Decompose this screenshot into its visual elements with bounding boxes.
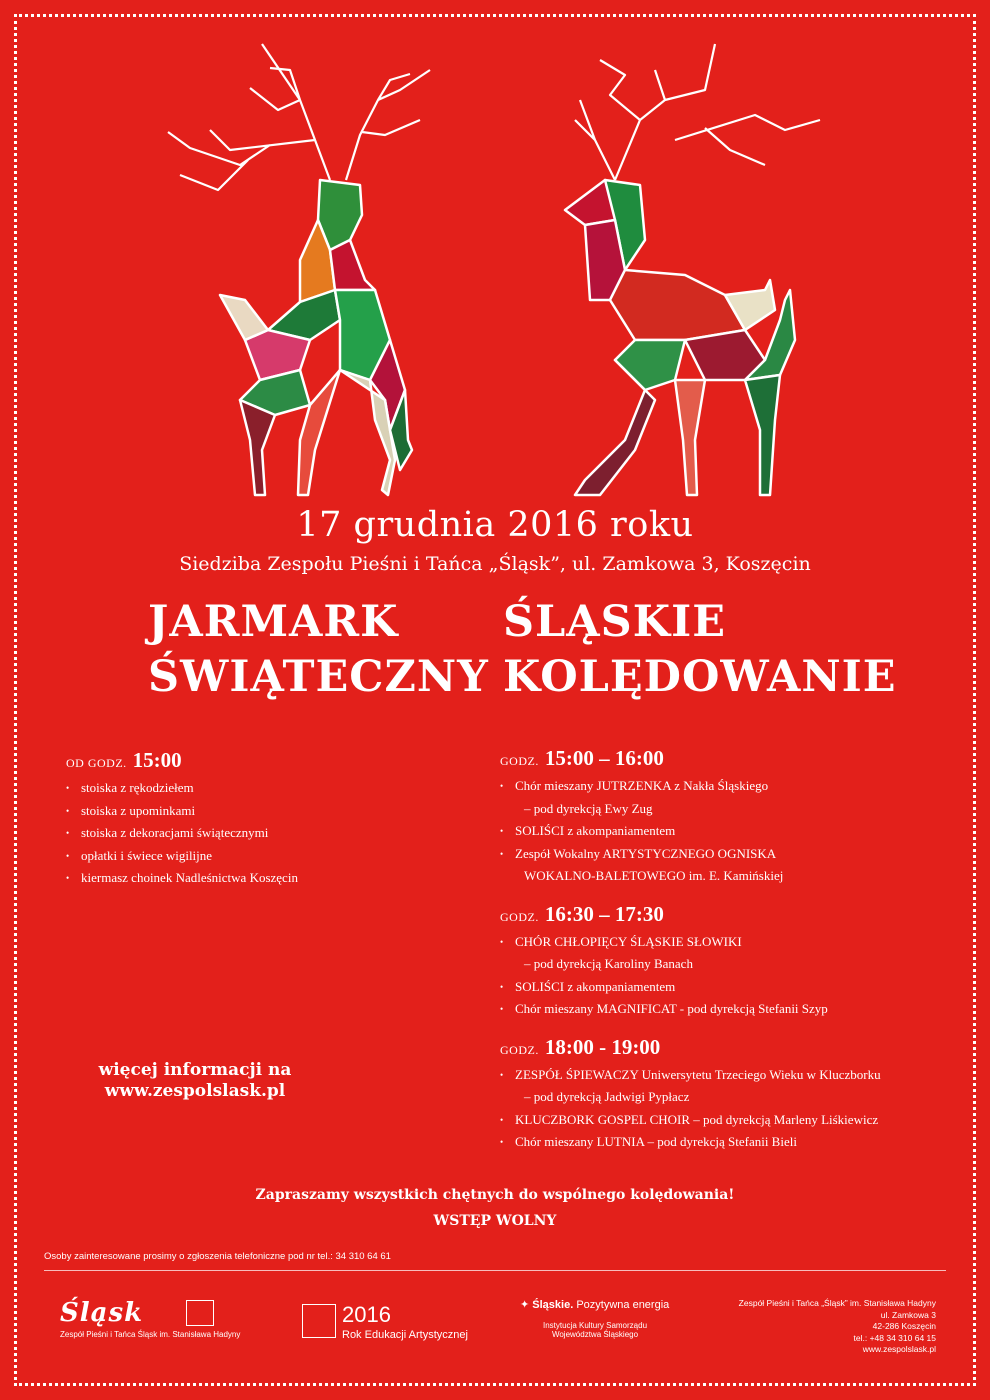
list-item: • Zespół Wokalny ARTYSTYCZNEGO OGNISKA	[500, 843, 970, 866]
jarmark-section	[66, 748, 466, 890]
slask-caption: Zespół Pieśni i Tańca Śląsk im. Stanisława Hadyny	[60, 1330, 241, 1339]
list-item: • stoiska z upominkami	[66, 800, 466, 823]
institution-line1: Instytucja Kultury Samorządu	[542, 1321, 648, 1330]
jarmark-list	[66, 777, 466, 890]
schedule-time	[500, 746, 970, 771]
schedule-block-1	[500, 746, 970, 888]
list-item: • Chór mieszany LUTNIA – pod dyrekcją Stefanii Bieli	[500, 1131, 970, 1154]
hour-prefix: GODZ.	[500, 754, 539, 768]
dancer-icon	[302, 1304, 336, 1338]
contact-street: ul. Zamkowa 3	[880, 1309, 936, 1320]
performer-list	[500, 775, 970, 888]
hour-prefix: OD GODZ.	[66, 756, 127, 770]
list-item: • KLUCZBORK GOSPEL CHOIR – pod dyrekcją Marleny Liśkiewicz	[500, 1109, 970, 1132]
list-item: • CHÓR CHŁOPIĘCY ŚLĄSKIE SŁOWIKI	[500, 931, 970, 954]
performer-list	[500, 1064, 970, 1154]
website-link[interactable]: www.zespolslask.pl	[104, 1081, 286, 1101]
contact-website[interactable]: www.zespolslask.pl	[862, 1344, 936, 1354]
left-deer-illustration	[150, 40, 440, 500]
performer-list	[500, 931, 970, 1021]
free-entry: WSTĘP WOLNY	[433, 1213, 557, 1229]
list-item: • stoiska z rękodziełem	[66, 777, 466, 800]
year: 2016	[342, 1302, 391, 1327]
schedule-time	[500, 902, 970, 927]
list-item-continuation: WOKALNO-BALETOWEGO im. E. Kamińskiej	[524, 868, 784, 883]
koledowanie-title	[503, 595, 897, 705]
event-venue: Siedziba Zespołu Pieśni i Tańca „Śląsk”, ul. Zamkowa 3, Koszęcin	[179, 553, 811, 575]
jarmark-title-line1: JARMARK	[148, 597, 399, 647]
invitation-text: Zapraszamy wszystkich chętnych do wspólnego kolędowania!	[255, 1187, 735, 1203]
list-item: • Chór mieszany MAGNIFICAT - pod dyrekcją Stefanii Szyp	[500, 998, 970, 1021]
list-item: • SOLIŚCI z akompaniamentem	[500, 976, 970, 999]
list-item-continuation: – pod dyrekcją Ewy Zug	[524, 800, 653, 816]
schedule-block-3	[500, 1035, 970, 1154]
time-range: 18:00 - 19:00	[544, 1034, 661, 1059]
koledowanie-title-line2: KOLĘDOWANIE	[503, 652, 897, 702]
hour-prefix: GODZ.	[500, 1042, 539, 1057]
list-item: • kiermasz choinek Nadleśnictwa Koszęcin	[66, 867, 466, 890]
schedule-block-2	[500, 902, 970, 1021]
event-date: 17 grudnia 2016 roku	[296, 505, 694, 545]
koledowanie-section	[500, 746, 970, 1168]
emblem-icon	[186, 1300, 214, 1326]
time-range: 16:30 – 17:30	[544, 901, 664, 926]
list-item: • SOLIŚCI z akompaniamentem	[500, 820, 970, 843]
more-info	[60, 1060, 330, 1102]
time-range: 15:00 – 16:00	[544, 746, 664, 770]
more-info-text: więcej informacji na	[98, 1060, 292, 1080]
jarmark-title	[148, 595, 489, 705]
region-name: Śląskie.	[532, 1299, 574, 1311]
list-item: • ZESPÓŁ ŚPIEWACZY Uniwersytetu Trzeciego Wieku w Kluczborku	[500, 1064, 970, 1087]
list-item-continuation: – pod dyrekcją Jadwigi Pypłacz	[524, 1089, 690, 1104]
contact-block	[739, 1298, 936, 1356]
invitation	[0, 1182, 990, 1234]
region-logo	[520, 1298, 700, 1311]
jarmark-title-line2: ŚWIĄTECZNY	[148, 652, 489, 702]
hour-value: 15:00	[132, 748, 182, 772]
contact-phone: tel.: +48 34 310 64 15	[853, 1332, 936, 1343]
contact-name: Zespół Pieśni i Tańca „Śląsk” im. Stanisława Hadyny	[738, 1298, 936, 1308]
right-deer-illustration	[555, 40, 845, 500]
region-logo-icon: ✦	[520, 1299, 530, 1311]
list-item-continuation: – pod dyrekcją Karoliny Banach	[524, 956, 693, 971]
institution-line2: Województwa Śląskiego	[551, 1330, 639, 1339]
region-slogan: Pozytywna energia	[576, 1299, 670, 1311]
list-item: • stoiska z dekoracjami świątecznymi	[66, 822, 466, 845]
hour-prefix: GODZ.	[500, 909, 539, 924]
footer-divider	[44, 1270, 946, 1271]
phone-note: Osoby zainteresowane prosimy o zgłoszenia telefoniczne pod nr tel.: 34 310 64 61	[44, 1251, 391, 1262]
list-item: • opłatki i świece wigilijne	[66, 845, 466, 868]
contact-city: 42-286 Koszęcin	[872, 1321, 936, 1331]
jarmark-hour	[66, 748, 466, 773]
koledowanie-title-line1: ŚLĄSKIE	[503, 597, 726, 647]
schedule-time	[500, 1035, 970, 1060]
list-item: • Chór mieszany JUTRZENKA z Nakła Śląskiego	[500, 775, 970, 798]
region-logo-block	[520, 1298, 700, 1339]
slask-logo: Śląsk	[60, 1298, 144, 1328]
year-caption: Rok Edukacji Artystycznej	[342, 1329, 468, 1341]
